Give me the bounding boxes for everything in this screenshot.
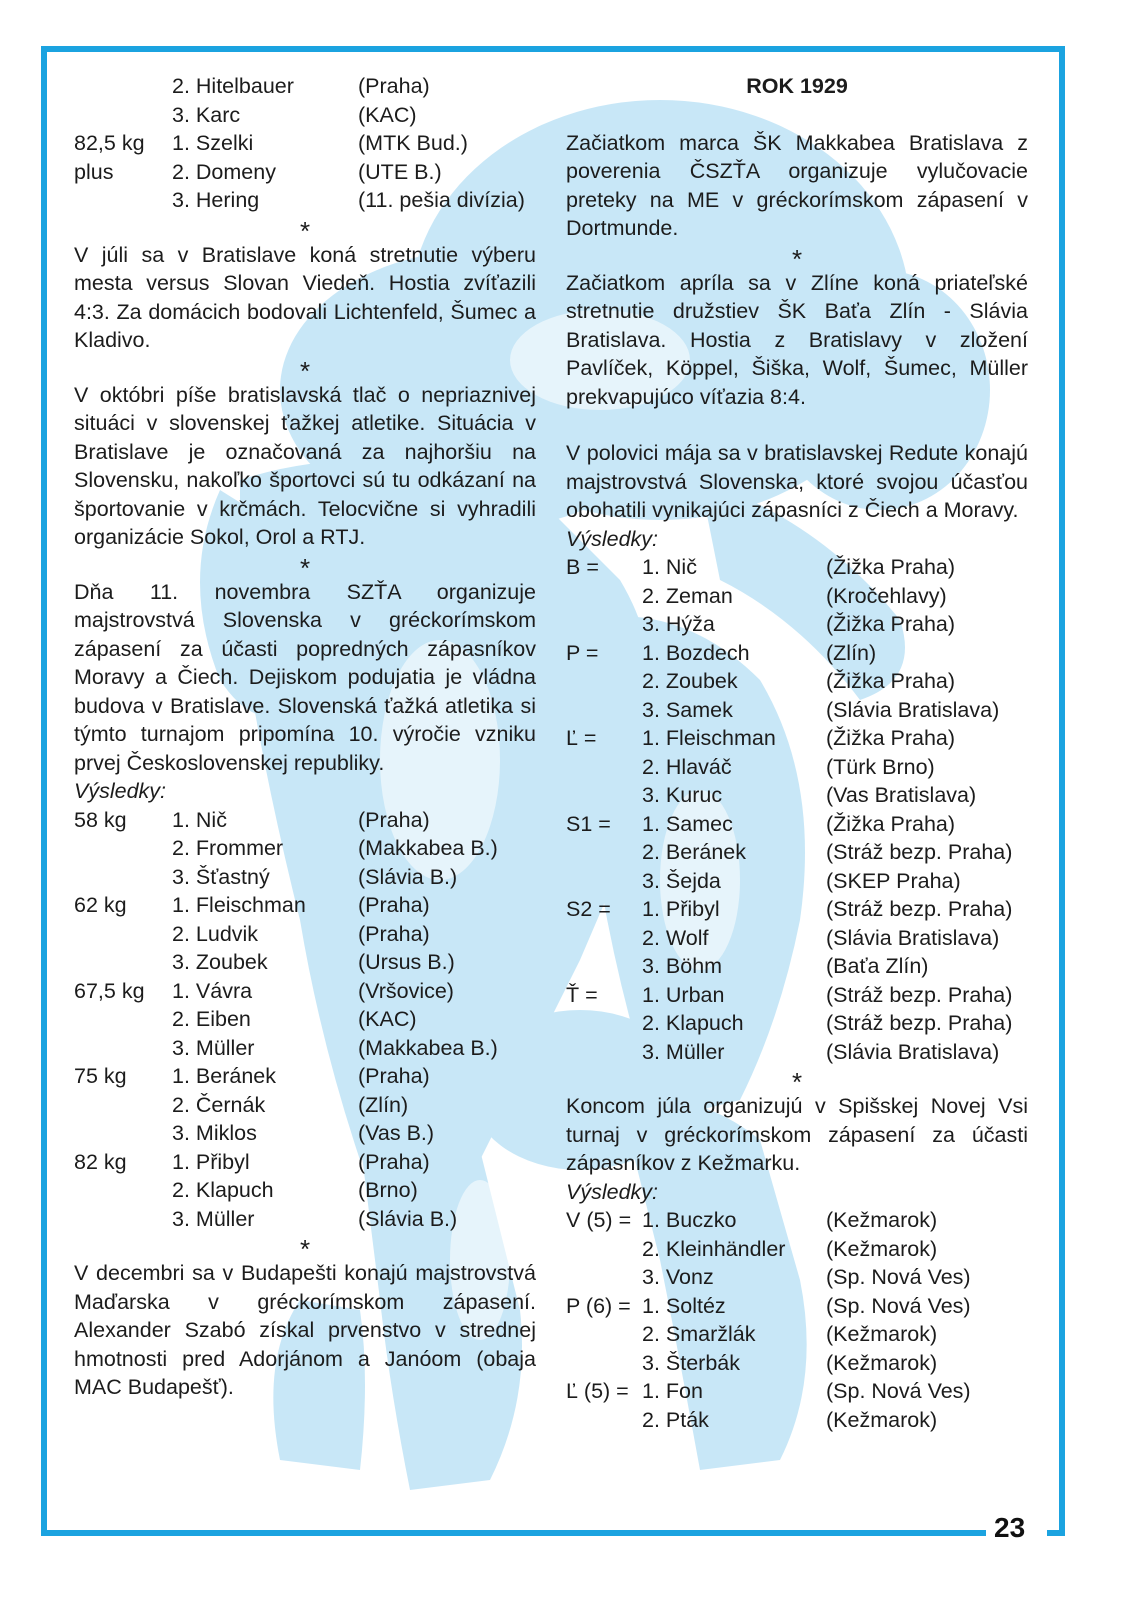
result-row xyxy=(74,834,536,863)
wrestler-name: 3. Šejda xyxy=(642,868,721,893)
club-name: (Stráž bezp. Praha) xyxy=(826,1011,1013,1035)
result-row xyxy=(566,924,1028,953)
club-name: (Kežmarok) xyxy=(826,1236,938,1261)
weight-class xyxy=(74,72,172,101)
wrestler-name: 1. Nič xyxy=(172,807,227,832)
weight-class xyxy=(74,1119,172,1148)
weight-class xyxy=(74,863,172,892)
result-row xyxy=(566,753,1028,782)
weight-class: plus xyxy=(74,159,114,184)
result-row xyxy=(74,863,536,892)
club-name: (Žižka Praha) xyxy=(826,811,956,836)
weight-class: P (6) = xyxy=(566,1293,631,1318)
wrestler-name: 2. Hlaváč xyxy=(642,754,732,779)
result-row xyxy=(74,1062,536,1091)
weight-class xyxy=(566,924,642,953)
result-row xyxy=(566,1235,1028,1264)
left-results-list xyxy=(74,806,536,1234)
weight-class xyxy=(566,610,642,639)
result-row xyxy=(74,129,536,158)
paragraph-may: V polovici mája sa v bratislavskej Redute konajú majstrovstvá Slovenska, ktoré svojou účasťou obohatili vynikajúci zápasníci z Čiech a Moravy. xyxy=(566,441,1028,522)
club-name: (Stráž bezp. Praha) xyxy=(826,982,1013,1007)
spacer xyxy=(566,411,1028,439)
wrestler-name: 2. Zeman xyxy=(642,583,733,608)
frame-bottom-line xyxy=(41,1530,986,1536)
club-name: (SKEP Praha) xyxy=(826,868,961,893)
result-row xyxy=(566,1406,1028,1435)
club-name: (Vršovice) xyxy=(358,978,454,1003)
club-name: (11. pešia divízia) xyxy=(358,188,525,212)
weight-class: 82 kg xyxy=(74,1149,127,1174)
weight-class xyxy=(566,1038,642,1067)
wrestler-name: 2. Klapuch xyxy=(642,1011,744,1035)
wrestler-name: 2. Smaržlák xyxy=(642,1322,756,1346)
asterisk-separator: * xyxy=(791,1067,803,1097)
club-name: (Türk Brno) xyxy=(826,754,935,779)
weight-class xyxy=(566,952,642,981)
club-name: (KAC) xyxy=(358,102,417,127)
club-name: (Zlín) xyxy=(358,1092,409,1117)
club-name: (Slávia B.) xyxy=(358,864,458,889)
weight-class: S1 = xyxy=(566,811,611,836)
paragraph-july: V júli sa v Bratislave koná stretnutie výberu mesta versus Slovan Viedeň. Hostia zvíťazili 4:3. Za domácich bodovali Lichtenfeld, Šumec a Kladivo. xyxy=(74,242,536,352)
year-heading: ROK 1929 xyxy=(746,74,848,98)
weight-class xyxy=(74,1176,172,1205)
wrestler-name: 2. Černák xyxy=(172,1092,266,1117)
result-row xyxy=(566,639,1028,668)
club-name: (Stráž bezp. Praha) xyxy=(826,840,1013,864)
right-results-list-july xyxy=(566,1206,1028,1434)
weight-class: V (5) = xyxy=(566,1208,632,1232)
result-row xyxy=(74,948,536,977)
club-name: (Praha) xyxy=(358,1149,430,1174)
weight-class xyxy=(566,1263,642,1292)
wrestler-name: 1. Urban xyxy=(642,982,725,1007)
club-name: (Žižka Praha) xyxy=(826,612,956,636)
result-row xyxy=(566,1263,1028,1292)
result-row xyxy=(566,1009,1028,1038)
wrestler-name: 3. Hýža xyxy=(642,612,715,636)
result-row xyxy=(566,696,1028,725)
weight-class: 62 kg xyxy=(74,893,127,917)
wrestler-name: 1. Přibyl xyxy=(642,897,720,921)
left-top-results xyxy=(74,72,536,215)
wrestler-name: 1. Bozdech xyxy=(642,640,750,665)
club-name: (Ursus B.) xyxy=(358,950,455,974)
club-name: (KAC) xyxy=(358,1007,417,1031)
club-name: (Žižka Praha) xyxy=(826,555,956,579)
paragraph-march: Začiatkom marca ŠK Makkabea Bratislava z poverenia ČSZŤA organizuje vylučovacie preteky na ME v gréckorímskom zápasení v Dortmunde. xyxy=(566,130,1028,240)
asterisk-separator: * xyxy=(299,552,311,583)
wrestler-name: 3. Müller xyxy=(642,1039,725,1064)
result-row xyxy=(566,1349,1028,1378)
wrestler-name: 1. Vávra xyxy=(172,978,253,1003)
wrestler-name: 2. Klapuch xyxy=(172,1178,274,1202)
wrestler-name: 1. Szelki xyxy=(172,131,254,155)
paragraph-december: V decembri sa v Budapešti konajú majstrovstvá Maďarska v gréckorímskom zápasení. Alexander Szabó získal prvenstvo v strednej hmotnosti pred Adorjánom a Janóom (obaja MAC Budapešť). xyxy=(74,1261,536,1399)
weight-class xyxy=(566,781,642,810)
result-row xyxy=(74,1205,536,1234)
club-name: (UTE B.) xyxy=(358,159,442,184)
weight-class xyxy=(566,1235,642,1264)
club-name: (Kežmarok) xyxy=(826,1350,938,1375)
wrestler-name: 2. Domeny xyxy=(172,159,276,184)
club-name: (Makkabea B.) xyxy=(358,836,498,860)
weight-class xyxy=(566,838,642,867)
paragraph-november: Dňa 11. novembra SZŤA organizuje majstrovstvá Slovenska v gréckorímskom zápasení za účasti popredných zápasníkov Moravy a Čiech. Dejiskom podujatia je vládna budova v Bratislave. Slovenská ťažká atletika si týmto turnajom pripomína 10. výročie vzniku prvej Československej republiky. xyxy=(74,579,536,775)
wrestler-name: 1. Fon xyxy=(642,1379,703,1403)
results-label: Výsledky: xyxy=(566,526,659,551)
result-row xyxy=(566,781,1028,810)
asterisk-separator: * xyxy=(299,215,311,246)
wrestler-name: 3. Samek xyxy=(642,697,733,722)
result-row xyxy=(74,101,536,130)
club-name: (Praha) xyxy=(358,921,430,946)
asterisk-separator: * xyxy=(299,1234,311,1264)
club-name: (Praha) xyxy=(358,74,430,98)
wrestler-name: 2. Eiben xyxy=(172,1007,251,1031)
asterisk-separator: * xyxy=(791,243,803,274)
weight-class xyxy=(74,186,172,215)
paragraph-july-tournament: Koncom júla organizujú v Spišskej Novej Vsi turnaj v gréckorímskom zápasení za účasti zápasníkov z Kežmarku. xyxy=(566,1094,1028,1175)
weight-class: 82,5 kg xyxy=(74,131,145,155)
club-name: (Kežmarok) xyxy=(826,1407,938,1432)
result-row xyxy=(566,981,1028,1010)
weight-class xyxy=(566,1349,642,1378)
result-row xyxy=(74,1091,536,1120)
result-row xyxy=(566,1320,1028,1349)
result-row xyxy=(74,1176,536,1205)
wrestler-name: 3. Müller xyxy=(172,1035,255,1060)
weight-class xyxy=(74,1205,172,1234)
result-row xyxy=(74,1148,536,1177)
wrestler-name: 3. Hering xyxy=(172,188,260,212)
weight-class: 75 kg xyxy=(74,1064,127,1088)
result-row xyxy=(566,1038,1028,1067)
club-name: (Baťa Zlín) xyxy=(826,954,929,978)
club-name: (Kežmarok) xyxy=(826,1322,938,1346)
paragraph-october: V októbri píše bratislavská tlač o nepriaznivej situáci v slovenskej ťažkej atletike. Situácia v Bratislave je označovaná za najhoršiu na Slovensku, nakoľko športovci sú tu odkázaní na športovanie v krčmách. Telocvične si vyhradili organizácie Sokol, Orol a RTJ. xyxy=(74,382,536,549)
result-row xyxy=(566,582,1028,611)
club-name: (Sp. Nová Ves) xyxy=(826,1293,971,1318)
result-row xyxy=(74,72,536,101)
weight-class xyxy=(566,753,642,782)
result-row xyxy=(74,891,536,920)
wrestler-name: 3. Böhm xyxy=(642,954,723,978)
result-row xyxy=(74,920,536,949)
wrestler-name: 2. Kleinhändler xyxy=(642,1236,786,1261)
result-row xyxy=(566,867,1028,896)
wrestler-name: 1. Beránek xyxy=(172,1064,276,1088)
wrestler-name: 3. Kuruc xyxy=(642,783,723,807)
result-row xyxy=(566,952,1028,981)
wrestler-name: 1. Buczko xyxy=(642,1208,737,1232)
right-results-list-may xyxy=(566,553,1028,1066)
wrestler-name: 3. Vonz xyxy=(642,1265,714,1289)
wrestler-name: 1. Fleischman xyxy=(642,726,776,750)
weight-class: 67,5 kg xyxy=(74,978,145,1003)
wrestler-name: 1. Přibyl xyxy=(172,1149,250,1174)
right-column xyxy=(566,72,1028,1434)
weight-class xyxy=(566,582,642,611)
result-row xyxy=(74,1005,536,1034)
weight-class: Ť = xyxy=(566,982,598,1007)
club-name: (Kežmarok) xyxy=(826,1208,938,1232)
asterisk-separator: * xyxy=(299,355,311,386)
wrestler-name: 3. Šťastný xyxy=(172,864,270,889)
result-row xyxy=(74,1119,536,1148)
club-name: (Slávia Bratislava) xyxy=(826,1039,1000,1064)
result-row xyxy=(566,724,1028,753)
club-name: (Brno) xyxy=(358,1178,418,1202)
wrestler-name: 2. Frommer xyxy=(172,836,284,860)
weight-class: S2 = xyxy=(566,897,611,921)
spacer xyxy=(566,101,1028,129)
club-name: (Praha) xyxy=(358,807,430,832)
club-name: (Makkabea B.) xyxy=(358,1035,498,1060)
weight-class: Ľ (5) = xyxy=(566,1379,629,1403)
weight-class xyxy=(74,834,172,863)
club-name: (Sp. Nová Ves) xyxy=(826,1265,971,1289)
left-column xyxy=(74,72,536,1402)
wrestler-name: 1. Samec xyxy=(642,811,733,836)
weight-class xyxy=(566,696,642,725)
result-row xyxy=(74,1034,536,1063)
wrestler-name: 3. Šterbák xyxy=(642,1350,740,1375)
weight-class xyxy=(74,1005,172,1034)
wrestler-name: 3. Miklos xyxy=(172,1121,257,1145)
result-row xyxy=(566,1377,1028,1406)
weight-class: P = xyxy=(566,640,599,665)
result-row xyxy=(74,977,536,1006)
club-name: (Kročehlavy) xyxy=(826,583,947,608)
club-name: (Žižka Praha) xyxy=(826,669,956,693)
weight-class xyxy=(74,1091,172,1120)
wrestler-name: 2. Beránek xyxy=(642,840,746,864)
weight-class xyxy=(566,867,642,896)
results-label: Výsledky: xyxy=(74,779,167,803)
result-row xyxy=(566,838,1028,867)
wrestler-name: 2. Hitelbauer xyxy=(172,74,294,98)
weight-class xyxy=(74,948,172,977)
weight-class: B = xyxy=(566,555,599,579)
weight-class xyxy=(74,101,172,130)
wrestler-name: 3. Müller xyxy=(172,1206,255,1231)
club-name: (Žižka Praha) xyxy=(826,726,956,750)
club-name: (Vas Bratislava) xyxy=(826,783,977,807)
club-name: (Slávia B.) xyxy=(358,1206,458,1231)
wrestler-name: 2. Zoubek xyxy=(642,669,738,693)
club-name: (Praha) xyxy=(358,893,430,917)
paragraph-april: Začiatkom apríla sa v Zlíne koná priateľské stretnutie družstiev ŠK Baťa Zlín - Slávia Bratislava. Hostia z Bratislavy v zložení Pavlíček, Köppel, Šiška, Wolf, Šumec, Müller prekvapujúco víťazia 8:4. xyxy=(566,270,1028,409)
result-row xyxy=(566,1206,1028,1235)
club-name: (Stráž bezp. Praha) xyxy=(826,897,1013,921)
results-label: Výsledky: xyxy=(566,1179,659,1204)
result-row xyxy=(74,806,536,835)
wrestler-name: 1. Nič xyxy=(642,555,697,579)
weight-class xyxy=(566,1406,642,1435)
wrestler-name: 3. Karc xyxy=(172,102,241,127)
wrestler-name: 1. Soltéz xyxy=(642,1293,726,1318)
wrestler-name: 1. Fleischman xyxy=(172,893,306,917)
result-row xyxy=(566,667,1028,696)
weight-class: Ľ = xyxy=(566,726,597,750)
club-name: (Zlín) xyxy=(826,640,877,665)
result-row xyxy=(566,810,1028,839)
wrestler-name: 3. Zoubek xyxy=(172,950,268,974)
result-row xyxy=(566,1292,1028,1321)
wrestler-name: 2. Wolf xyxy=(642,925,709,950)
wrestler-name: 2. Ludvik xyxy=(172,921,259,946)
weight-class xyxy=(566,667,642,696)
club-name: (Sp. Nová Ves) xyxy=(826,1379,971,1403)
frame-bottom-line-end xyxy=(1047,1530,1065,1536)
result-row xyxy=(566,895,1028,924)
result-row xyxy=(74,186,536,215)
page-number: 23 xyxy=(994,1512,1026,1543)
result-row xyxy=(566,610,1028,639)
weight-class xyxy=(74,920,172,949)
club-name: (Slávia Bratislava) xyxy=(826,697,1000,722)
wrestler-name: 2. Pták xyxy=(642,1407,709,1432)
weight-class: 58 kg xyxy=(74,807,127,832)
result-row xyxy=(566,553,1028,582)
weight-class xyxy=(566,1009,642,1038)
weight-class xyxy=(566,1320,642,1349)
club-name: (Vas B.) xyxy=(358,1121,435,1145)
club-name: (MTK Bud.) xyxy=(358,131,468,155)
result-row xyxy=(74,158,536,187)
weight-class xyxy=(74,1034,172,1063)
club-name: (Praha) xyxy=(358,1064,430,1088)
club-name: (Slávia Bratislava) xyxy=(826,925,1000,950)
